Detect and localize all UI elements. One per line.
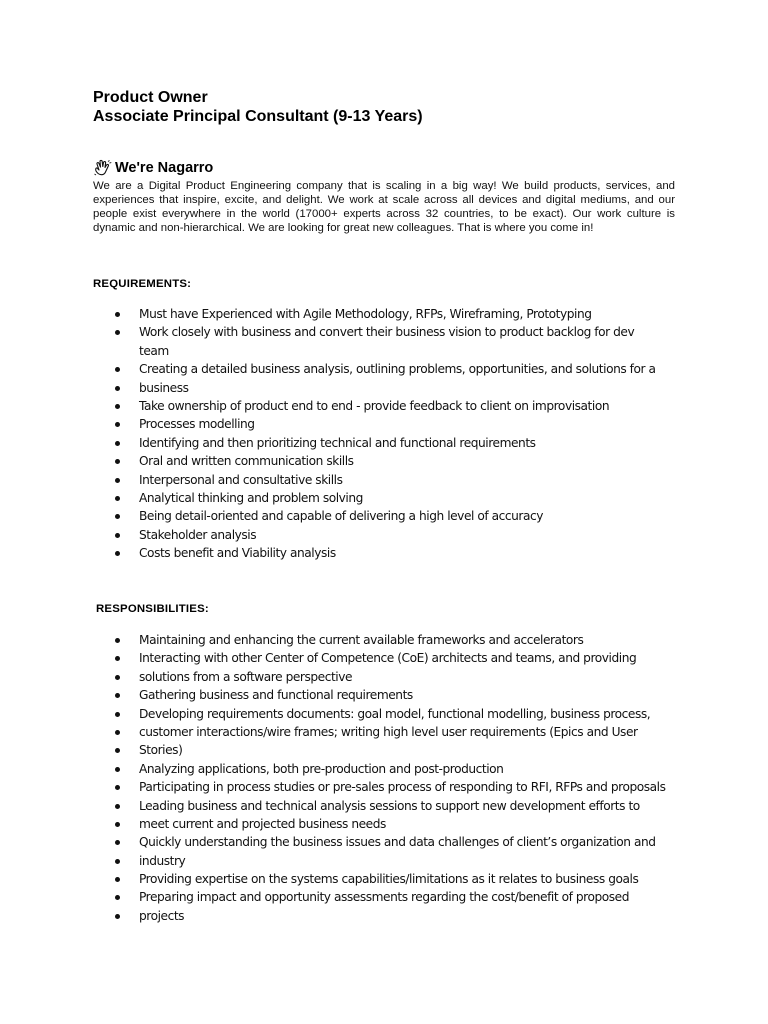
list-item-text: Creating a detailed business analysis, outlining problems, opportunities, and solutions for a	[139, 362, 656, 377]
list-item-text: Preparing impact and opportunity assessments regarding the cost/benefit of proposed	[139, 890, 630, 905]
bullet-icon	[115, 441, 120, 446]
bullet-icon	[115, 422, 120, 427]
list-item	[112, 668, 666, 686]
list-item	[112, 888, 666, 906]
list-item-text: Take ownership of product end to end - provide feedback to client on improvisation	[139, 398, 610, 413]
bullet-icon	[115, 804, 120, 809]
bullet-icon	[115, 895, 120, 900]
list-item	[112, 489, 656, 507]
bullet-icon	[115, 367, 120, 372]
bullet-icon	[115, 675, 120, 680]
bullet-icon	[115, 638, 120, 643]
list-item-text: Analyzing applications, both pre-production and post-production	[139, 761, 504, 776]
bullet-icon	[115, 386, 120, 391]
requirements-heading: REQUIREMENTS:	[93, 278, 192, 290]
list-item-text: Participating in process studies or pre-sales process of responding to RFI, RFPs and proposals	[139, 780, 666, 795]
list-item	[112, 544, 656, 562]
bullet-icon	[115, 551, 120, 556]
bullet-icon	[115, 730, 120, 735]
list-item	[112, 723, 666, 741]
bullet-icon	[115, 533, 120, 538]
bullet-icon	[115, 877, 120, 882]
list-item-text: Interacting with other Center of Competence (CoE) architects and teams, and providing	[139, 651, 637, 666]
list-item	[112, 507, 656, 525]
list-item-text: business	[139, 380, 189, 395]
list-item	[112, 686, 666, 704]
bullet-icon	[115, 312, 120, 317]
job-title: Product Owner	[93, 89, 208, 106]
list-item-text: Oral and written communication skills	[139, 454, 354, 469]
responsibilities-list	[112, 631, 666, 925]
list-item-text: Interpersonal and consultative skills	[139, 472, 343, 487]
list-item-text: Quickly understanding the business issues and data challenges of client’s organization and	[139, 835, 656, 850]
waving-hand-icon	[93, 159, 113, 177]
list-item	[112, 397, 656, 415]
list-item	[112, 852, 666, 870]
list-item-text: Being detail-oriented and capable of delivering a high level of accuracy	[139, 509, 544, 524]
bullet-icon	[115, 693, 120, 698]
job-level: Associate Principal Consultant (9-13 Years)	[93, 108, 423, 125]
list-item	[112, 778, 666, 796]
bullet-icon	[115, 767, 120, 772]
list-item	[112, 360, 656, 378]
list-item-text: Identifying and then prioritizing technical and functional requirements	[139, 435, 536, 450]
list-item	[112, 305, 656, 323]
list-item-text: Leading business and technical analysis sessions to support new development efforts to	[139, 798, 640, 813]
list-item	[112, 907, 666, 925]
list-item	[112, 833, 666, 851]
bullet-icon	[115, 496, 120, 501]
bullet-icon	[115, 404, 120, 409]
requirements-list	[112, 305, 656, 562]
list-item	[112, 870, 666, 888]
list-item	[112, 415, 656, 433]
list-item-text: Work closely with business and convert their business vision to product backlog for dev	[139, 325, 635, 340]
bullet-icon	[115, 822, 120, 827]
list-item	[112, 452, 656, 470]
list-item	[112, 815, 666, 833]
bullet-icon	[115, 656, 120, 661]
bullet-icon	[115, 859, 120, 864]
list-item	[112, 471, 656, 489]
list-item	[112, 342, 656, 360]
intro-heading-text: We're Nagarro	[115, 160, 214, 176]
list-item-text: customer interactions/wire frames; writing high level user requirements (Epics and User	[139, 724, 638, 739]
list-item	[112, 760, 666, 778]
bullet-icon	[115, 330, 120, 335]
list-item-text: Providing expertise on the systems capabilities/limitations as it relates to business goals	[139, 872, 639, 887]
list-item-text: projects	[139, 908, 185, 923]
bullet-icon	[115, 914, 120, 919]
list-item-text: Analytical thinking and problem solving	[139, 490, 363, 505]
list-item-text: Processes modelling	[139, 417, 255, 432]
list-item-text: Developing requirements documents: goal model, functional modelling, business process,	[139, 706, 651, 721]
list-item	[112, 705, 666, 723]
list-item	[112, 434, 656, 452]
bullet-icon	[115, 748, 120, 753]
list-item	[112, 526, 656, 544]
list-item-text: Stakeholder analysis	[139, 527, 257, 542]
intro-heading	[93, 158, 213, 178]
list-item-text: meet current and projected business needs	[139, 816, 386, 831]
list-item-text: Stories)	[139, 743, 183, 758]
list-item-text: Costs benefit and Viability analysis	[139, 546, 336, 561]
list-item	[112, 631, 666, 649]
list-item	[112, 379, 656, 397]
list-item-text: Must have Experienced with Agile Methodology, RFPs, Wireframing, Prototyping	[139, 307, 592, 321]
company-description: We are a Digital Product Engineering company that is scaling in a big way! We build products, services, and experiences that inspire, excite, and delight. We work at scale across all devices and digital mediums, and our people exist everywhere in the world (17000+ experts across 32 countries, to be exact). Our work culture is dynamic and non-hierarchical. We are looking for great new colleagues. That is where you come in!	[93, 180, 675, 234]
list-item-text: team	[139, 343, 169, 358]
bullet-icon	[115, 712, 120, 717]
bullet-icon	[115, 514, 120, 519]
list-item	[112, 323, 656, 341]
list-item	[112, 741, 666, 759]
bullet-icon	[115, 785, 120, 790]
list-item-text: Maintaining and enhancing the current available frameworks and accelerators	[139, 633, 584, 647]
bullet-icon	[115, 840, 120, 845]
bullet-icon	[115, 459, 120, 464]
bullet-icon	[115, 478, 120, 483]
responsibilities-heading: RESPONSIBILITIES:	[96, 603, 209, 615]
list-item-text: solutions from a software perspective	[139, 669, 353, 684]
list-item	[112, 649, 666, 667]
list-item-text: industry	[139, 853, 186, 868]
list-item-text: Gathering business and functional requirements	[139, 688, 413, 703]
list-item	[112, 797, 666, 815]
